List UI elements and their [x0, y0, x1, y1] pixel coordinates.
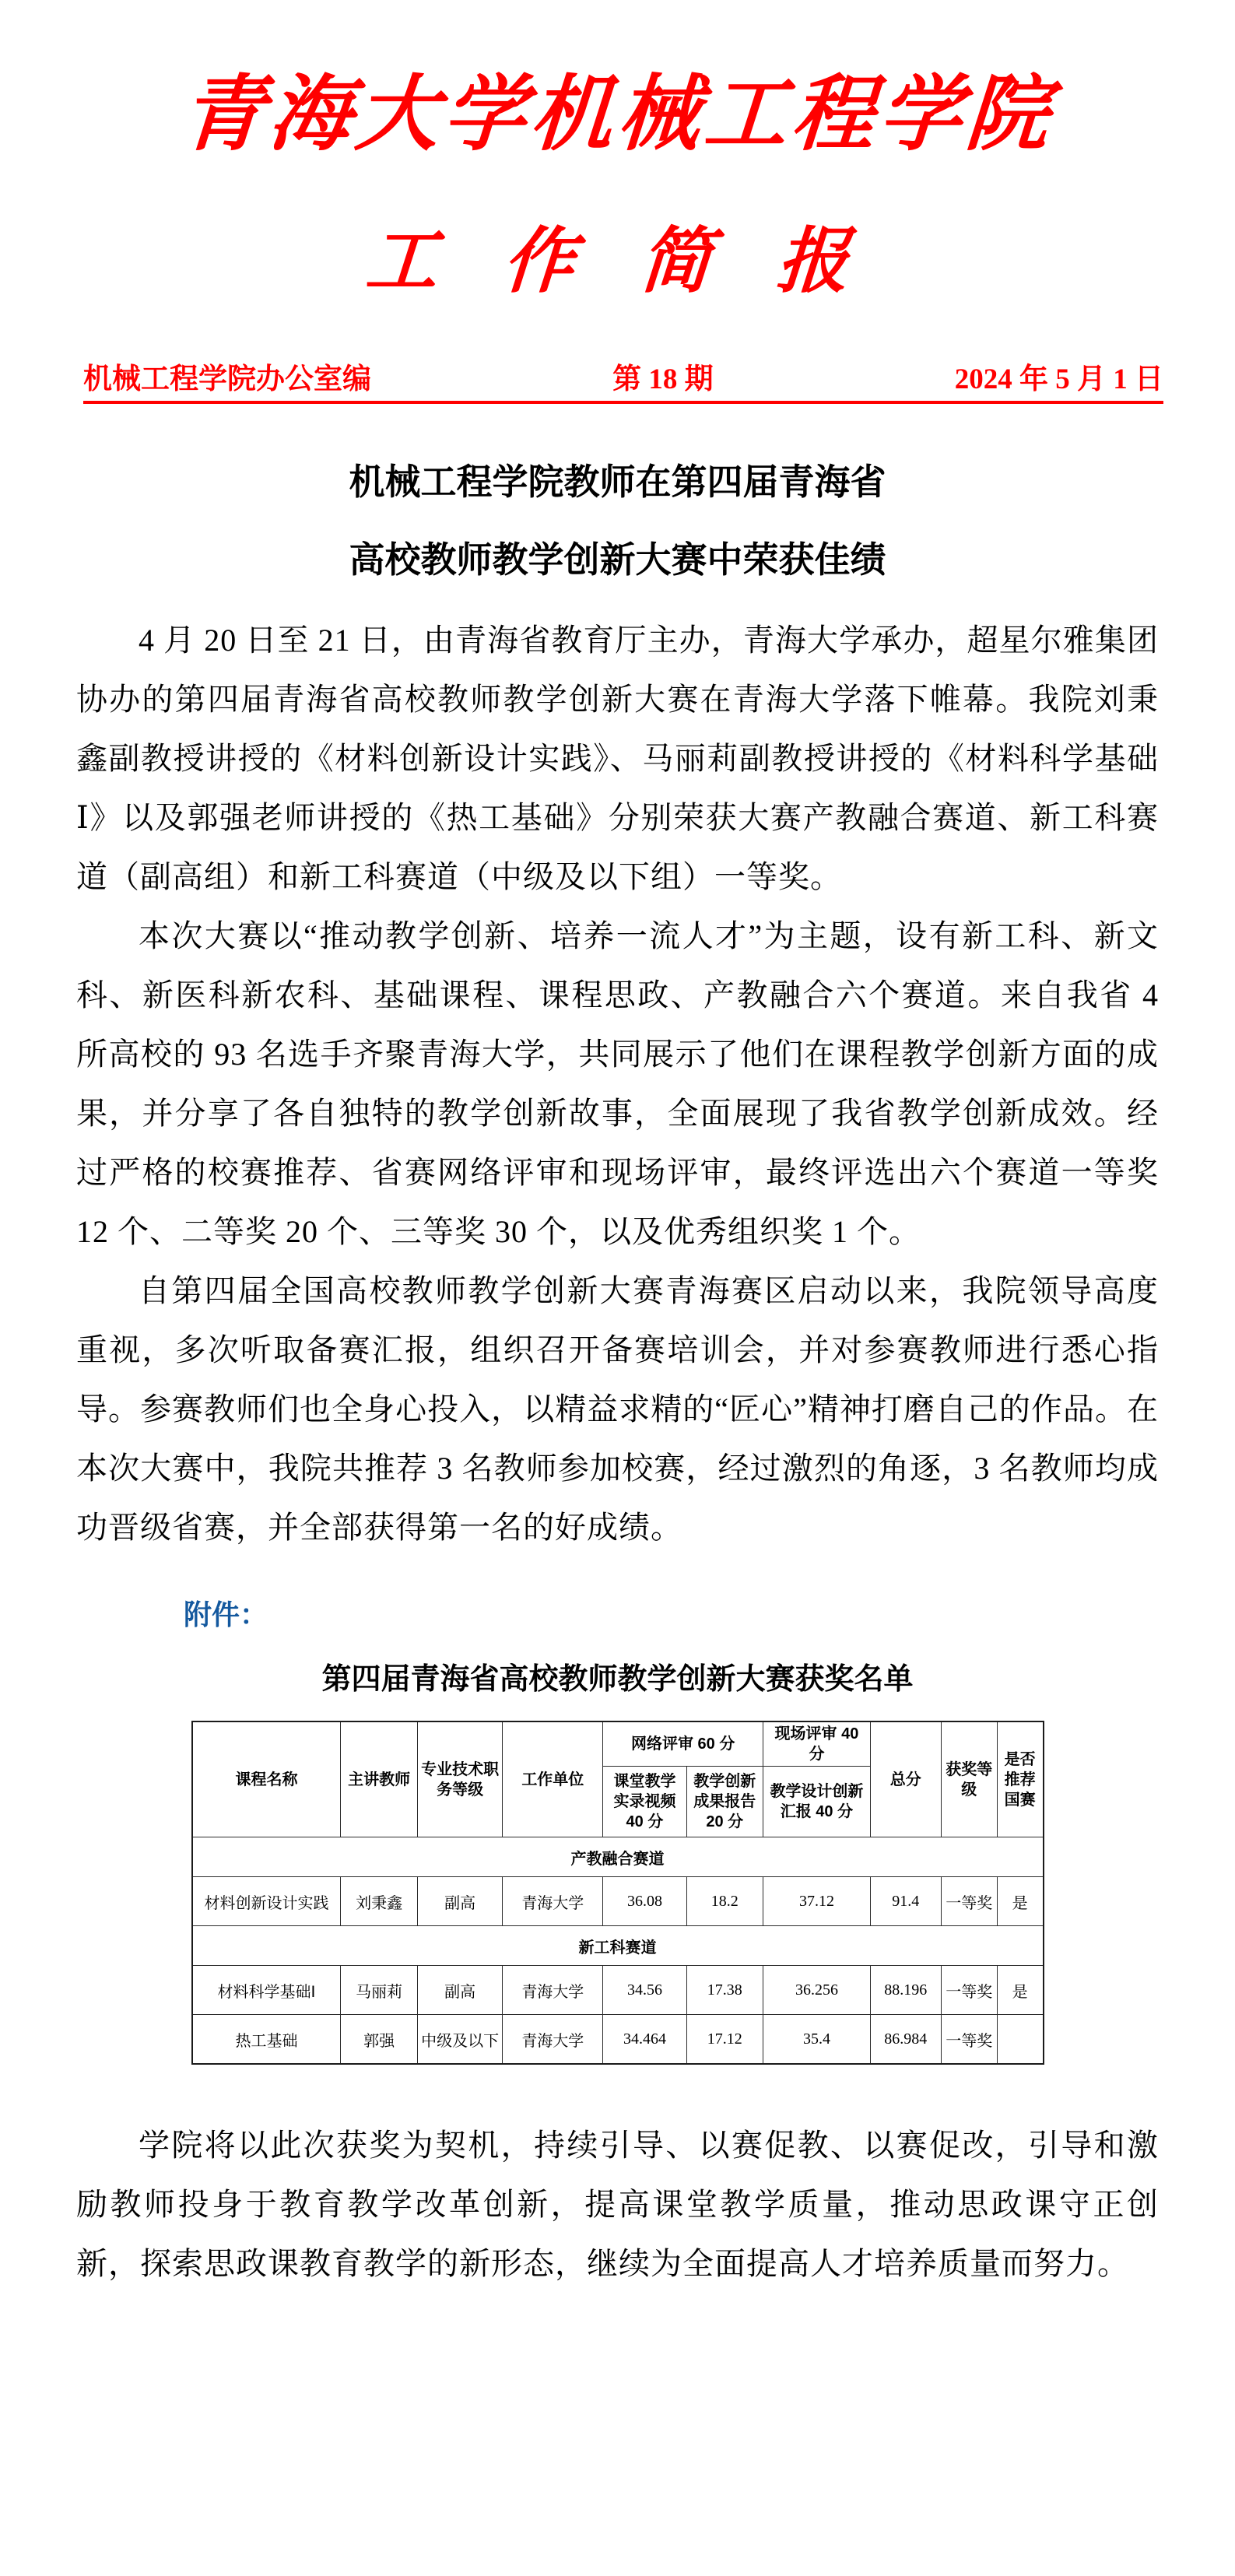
cell-award-level: 一等奖	[941, 1966, 997, 2015]
closing-section	[76, 2116, 1159, 2293]
cell-course-name: 热工基础	[192, 2015, 341, 2065]
cell-rank: 副高	[417, 1877, 502, 1926]
cell-national-recommend: 是	[997, 1877, 1043, 1926]
col-course-name: 课程名称	[192, 1721, 341, 1837]
bulletin-title: 工 作 简 报	[363, 219, 872, 303]
cell-report-score: 17.12	[686, 2015, 763, 2065]
table-section-label: 产教融合赛道	[192, 1837, 1044, 1877]
article-heading	[76, 443, 1159, 598]
col-national-recommend: 是否推荐国赛	[997, 1721, 1043, 1837]
cell-unit: 青海大学	[503, 1877, 603, 1926]
col-teacher: 主讲教师	[341, 1721, 417, 1837]
cell-course-name: 材料科学基础Ⅰ	[192, 1966, 341, 2015]
cell-rank: 副高	[417, 1966, 502, 2015]
closing-paragraph: 学院将以此次获奖为契机，持续引导、以赛促教、以赛促改，引导和激励教师投身于教育教学改革创新，提高课堂教学质量，推动思政课守正创新，探索思政课教育教学的新形态，继续为全面提高人才培养质量而努力。	[76, 2128, 1159, 2281]
masthead	[0, 51, 1235, 311]
article-heading-line1: 机械工程学院教师在第四届青海省	[349, 462, 886, 502]
attachment-label: 附件：	[184, 1599, 268, 1630]
cell-award-level: 一等奖	[941, 1877, 997, 1926]
table-section-row	[192, 1926, 1044, 1966]
cell-video-score: 34.464	[603, 2015, 686, 2065]
article-heading-line2: 高校教师教学创新大赛中荣获佳绩	[349, 539, 886, 580]
col-total-score: 总分	[870, 1721, 941, 1837]
awards-table-title: 第四届青海省高校教师教学创新大赛获奖名单	[321, 1663, 914, 1696]
col-video-score: 课堂教学实录视频 40 分	[603, 1767, 686, 1837]
cell-rank: 中级及以下	[417, 2015, 502, 2065]
cell-design-score: 37.12	[763, 1877, 871, 1926]
cell-national-recommend	[997, 2015, 1043, 2065]
cell-video-score: 36.08	[603, 1877, 686, 1926]
col-design-score: 教学设计创新汇报 40 分	[763, 1767, 871, 1837]
cell-total-score: 86.984	[870, 2015, 941, 2065]
awards-table-header	[192, 1721, 1044, 1837]
cell-design-score: 35.4	[763, 2015, 871, 2065]
issue-line	[83, 363, 1163, 404]
table-section-label: 新工科赛道	[192, 1926, 1044, 1966]
paragraph-1: 4 月 20 日至 21 日，由青海省教育厅主办，青海大学承办，超星尔雅集团协办的第四届青海省高校教师教学创新大赛在青海大学落下帷幕。我院刘秉鑫副教授讲授的《材料创新设计实践》、马丽莉副教授讲授的《材料科学基础Ⅰ》以及郭强老师讲授的《热工基础》分别荣获大赛产教融合赛道、新工科赛道（副高组）和新工科赛道（中级及以下组）一等奖。	[76, 623, 1159, 894]
issue-date: 2024 年 5 月 1 日	[954, 363, 1163, 395]
col-report-score: 教学创新成果报告 20 分	[686, 1767, 763, 1837]
col-group-onsite-review: 现场评审 40 分	[763, 1721, 871, 1767]
paragraph-2: 本次大赛以“推动教学创新、培养一流人才”为主题，设有新工科、新文科、新医科新农科、基础课程、课程思政、产教融合六个赛道。来自我省 4 所高校的 93 名选手齐聚青海大学，共同展示了他们在课程教学创新方面的成果，并分享了各自独特的教学创新故事，全面展现了我省教学创新成效。经过严格的校赛推荐、省赛网络评审和现场评审，最终评选出六个赛道一等奖 12 个、二等奖 20 个、三等奖 30 个，以及优秀组织奖 1 个。	[76, 918, 1159, 1249]
cell-award-level: 一等奖	[941, 2015, 997, 2065]
article-paragraphs	[76, 611, 1159, 1557]
cell-total-score: 91.4	[870, 1877, 941, 1926]
cell-report-score: 17.38	[686, 1966, 763, 2015]
cell-total-score: 88.196	[870, 1966, 941, 2015]
paragraph-3: 自第四届全国高校教师教学创新大赛青海赛区启动以来，我院领导高度重视，多次听取备赛汇报，组织召开备赛培训会，并对参赛教师进行悉心指导。参赛教师们也全身心投入，以精益求精的“匠心”精神打磨自己的作品。在本次大赛中，我院共推荐 3 名教师参加校赛，经过激烈的角逐，3 名教师均成功晋级省赛，并全部获得第一名的好成绩。	[76, 1273, 1159, 1545]
table-row	[192, 2015, 1044, 2065]
col-rank: 专业技术职务等级	[417, 1721, 502, 1837]
table-row	[192, 1966, 1044, 2015]
col-unit: 工作单位	[503, 1721, 603, 1837]
table-row	[192, 1877, 1044, 1926]
issue-editor: 机械工程学院办公室编	[83, 363, 371, 395]
awards-table-body	[192, 1837, 1044, 2065]
cell-course-name: 材料创新设计实践	[192, 1877, 341, 1926]
cell-unit: 青海大学	[503, 2015, 603, 2065]
cell-unit: 青海大学	[503, 1966, 603, 2015]
col-group-online-review: 网络评审 60 分	[603, 1721, 763, 1767]
cell-teacher: 刘秉鑫	[341, 1877, 417, 1926]
col-award-level: 获奖等级	[941, 1721, 997, 1837]
awards-table	[191, 1721, 1044, 2065]
article-body	[0, 443, 1235, 2293]
issue-number: 第 18 期	[612, 363, 714, 395]
cell-report-score: 18.2	[686, 1877, 763, 1926]
cell-teacher: 郭强	[341, 2015, 417, 2065]
org-title: 青海大学机械工程学院	[178, 65, 1057, 162]
cell-national-recommend: 是	[997, 1966, 1043, 2015]
cell-teacher: 马丽莉	[341, 1966, 417, 2015]
cell-video-score: 34.56	[603, 1966, 686, 2015]
cell-design-score: 36.256	[763, 1966, 871, 2015]
table-section-row	[192, 1837, 1044, 1877]
